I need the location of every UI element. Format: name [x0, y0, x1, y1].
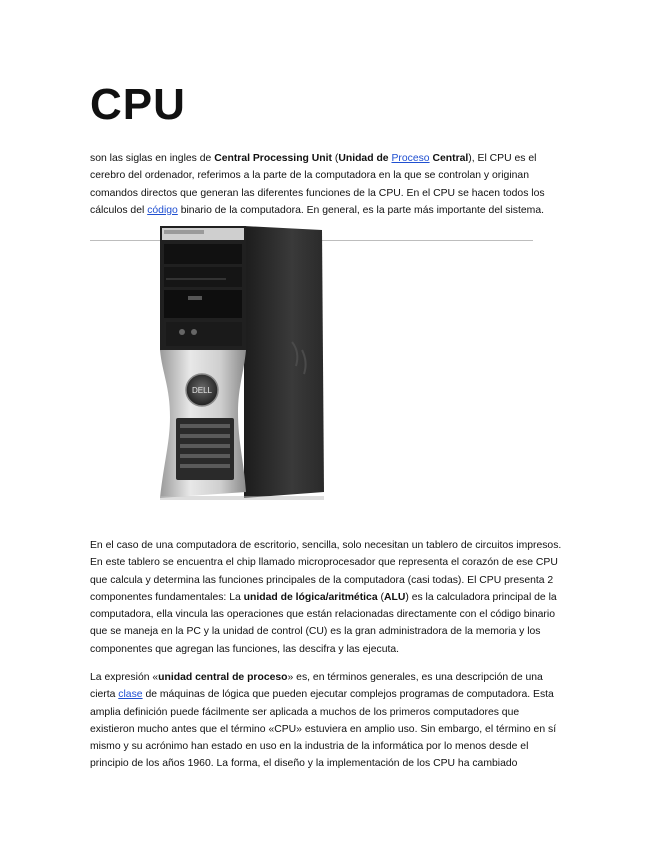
intro-paragraph: [90, 150, 566, 219]
body-paragraph-components: [90, 537, 566, 658]
text-span: ) es la calculadora principal de la computadora, ella vincula las operaciones que están relacionadas directamente con el código binario que se maneja en la PC y la unidad de control (CU) es la gran administradora de la memoria y los componentes que agregan las funciones, las descifra y las ejecuta.: [90, 591, 557, 655]
text-span: La expresión «: [90, 672, 159, 683]
text-span: ), El CPU es el cerebro del ordenador, referimos a la parte de la computadora en la que se controlan y originan comandos directos que generan las diferentes funciones de la CPU. En el CPU se hacen todos los cálculos del: [90, 153, 545, 216]
dell-logo-text: DELL: [191, 386, 213, 395]
text-span: son las siglas en ingles de: [90, 153, 215, 164]
text-span: binario de la computadora. En general, es la parte más importante del sistema.: [177, 204, 544, 216]
text-span: En el caso de una computadora de escritorio, sencilla, solo necesitan un tablero de circuitos impresos. En este tablero se encuentra el chip llamado microprocesador que representa el corazón de ese CPU que calcula y determina las funciones principales de la computadora (casi todas). El CPU presenta 2 componentes fundamentales: La: [90, 540, 562, 603]
dell-tower-image: [152, 222, 328, 504]
bold-term: Central: [429, 153, 469, 164]
body-paragraph-definition: [90, 669, 566, 773]
page-title: CPU: [90, 80, 186, 129]
text-span: » es, en términos generales, es una descripción de una cierta: [90, 672, 543, 701]
text-span: (: [377, 591, 384, 603]
bold-term: Unidad de: [338, 153, 392, 164]
bold-term: ALU: [383, 591, 406, 603]
text-span: (: [331, 153, 339, 164]
text-span: de máquinas de lógica que pueden ejecutar complejos programas de computadora. Esta amplia definición puede fácilmente ser aplicada a muchos de los primeros computadores que existieron mucho antes que el término «CPU» estuviera en amplio uso. Sin embargo, el término en sí mismo y su acrónimo han estado en uso en la industria de la informática por lo menos desde el principio de los años 1960. La forma, el diseño y la implementación de los CPU ha cambiado: [90, 689, 557, 770]
bold-term: Central Processing Unit: [214, 153, 332, 164]
link-clase[interactable]: clase: [118, 689, 143, 701]
bold-term: unidad central de proceso: [158, 672, 288, 683]
link-proceso[interactable]: Proceso: [391, 153, 430, 164]
bold-term: unidad de lógica/aritmética: [243, 591, 378, 603]
link-codigo[interactable]: código: [147, 204, 178, 216]
